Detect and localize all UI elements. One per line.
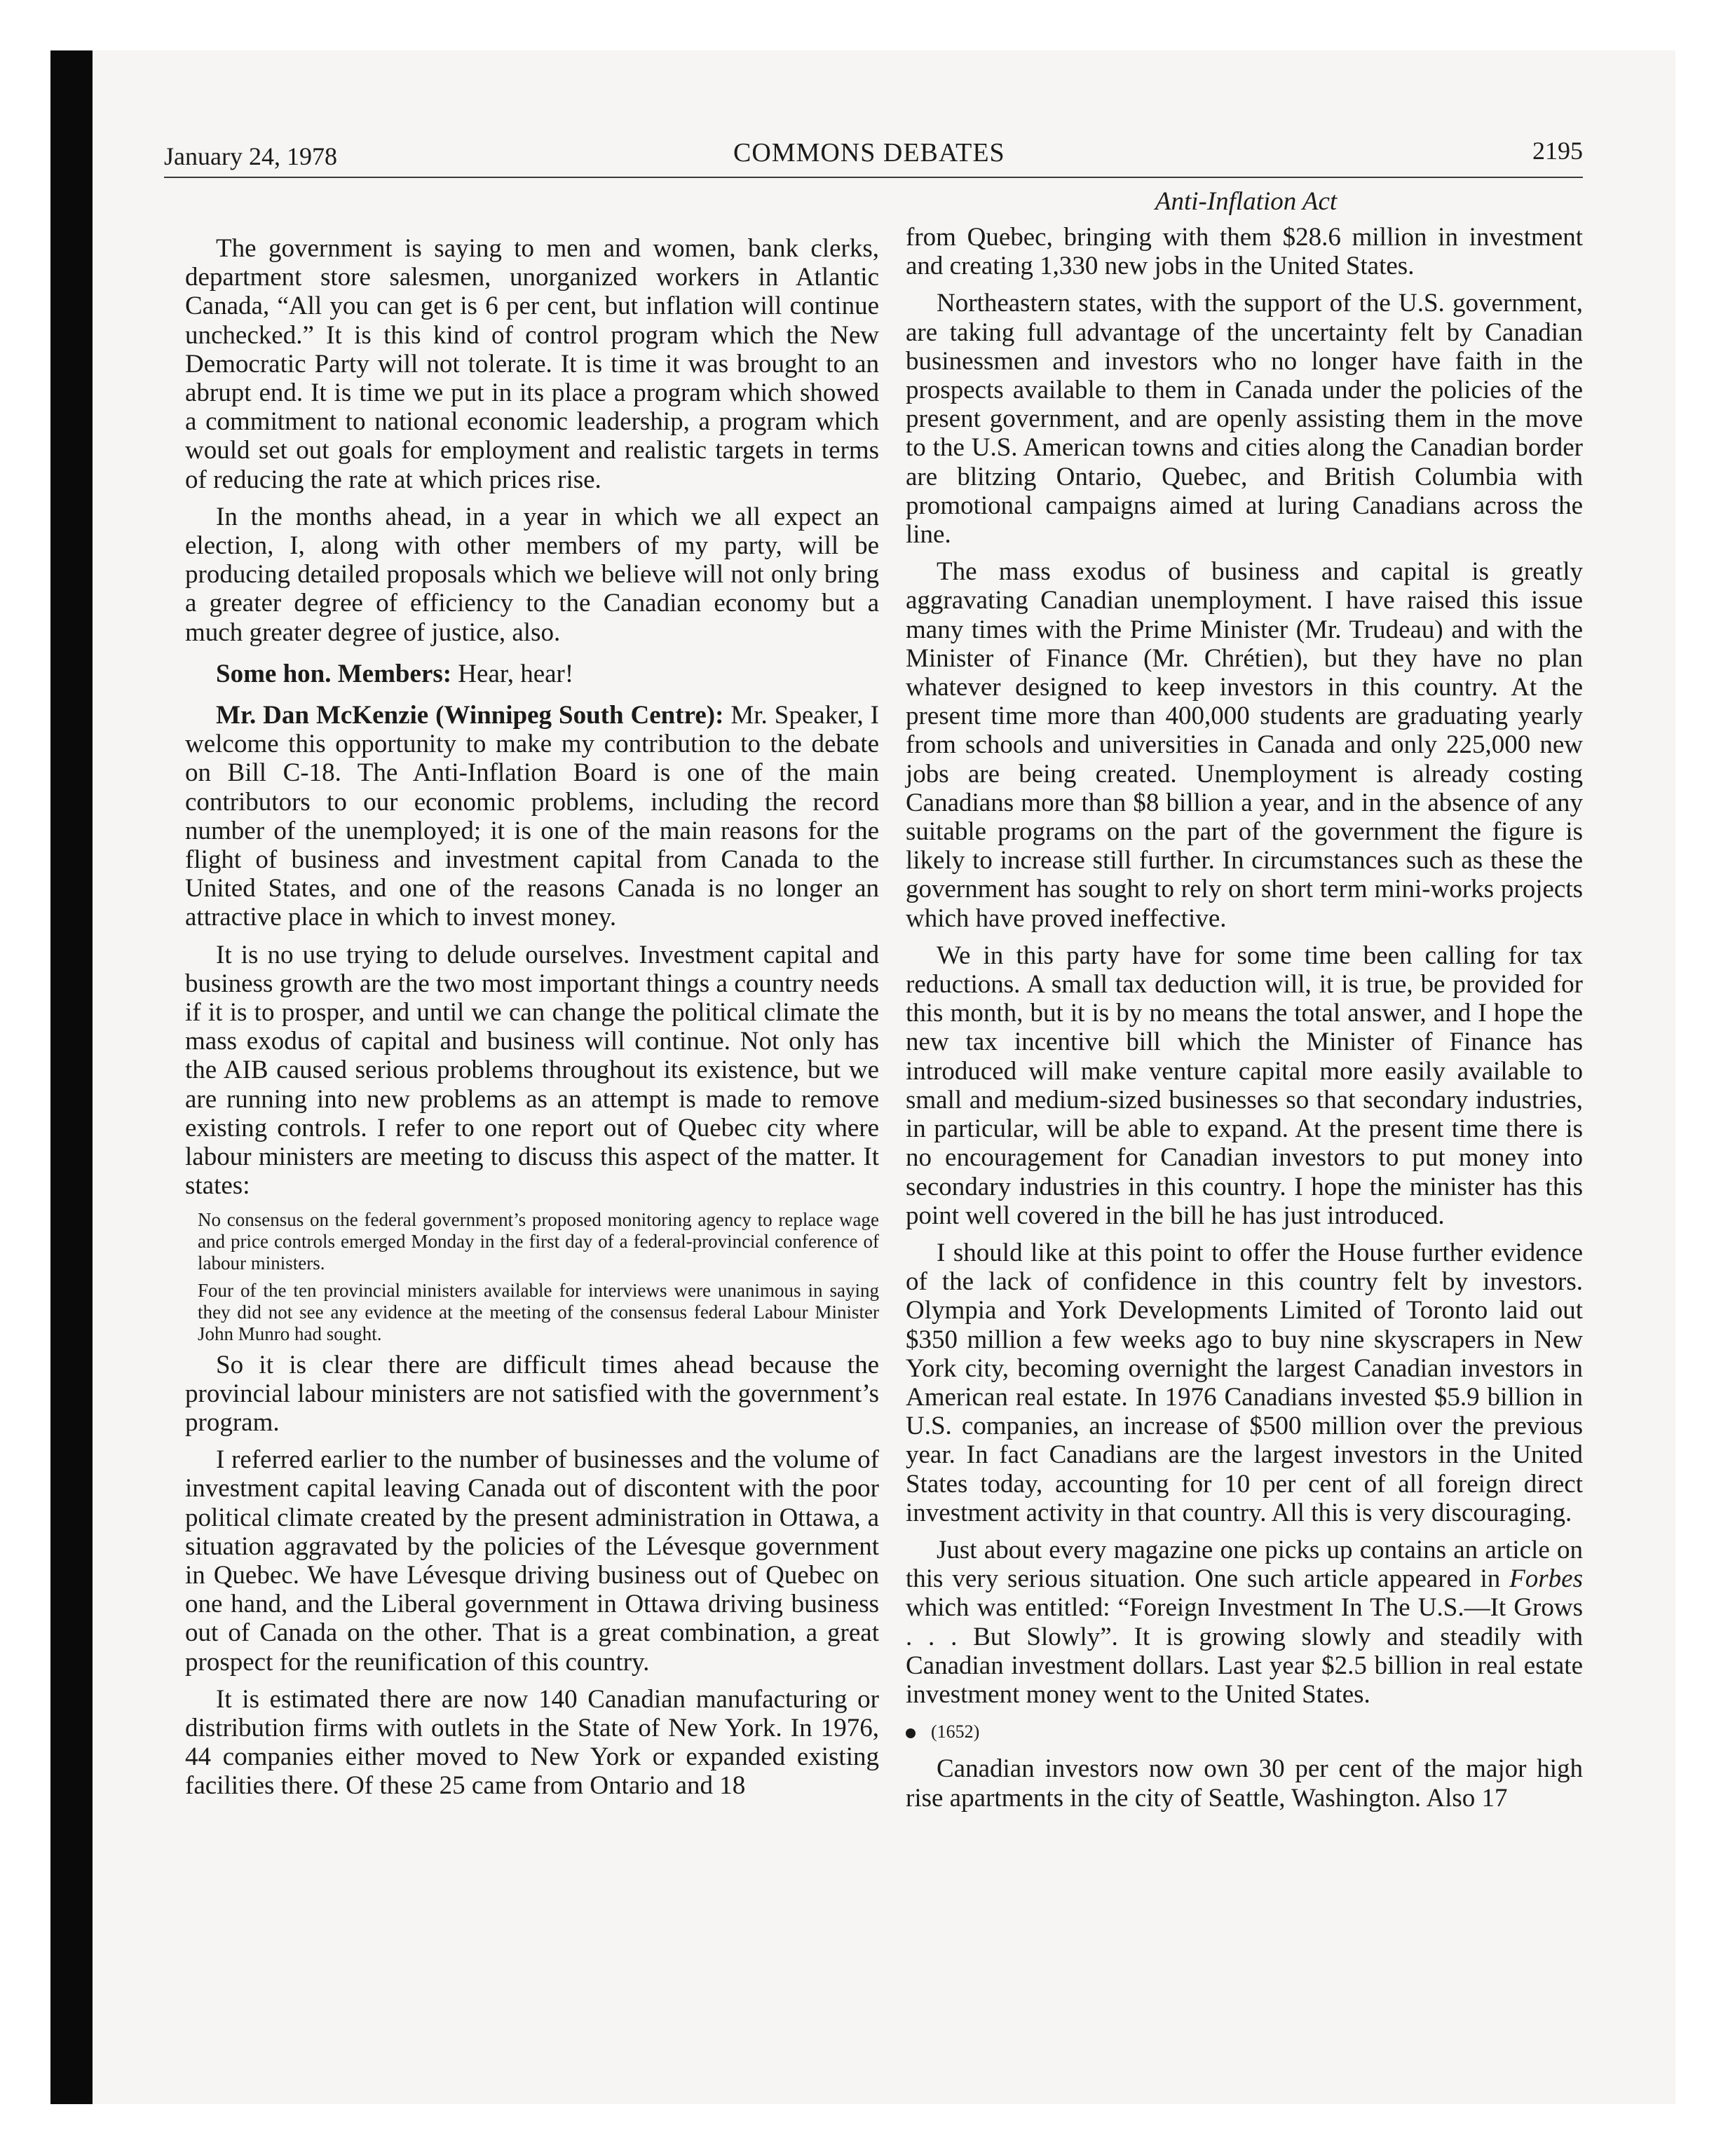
paragraph-text: Just about every magazine one picks up contains an article on this very serious situation. One such article appeared in	[906, 1535, 1583, 1594]
paragraph: So it is clear there are difficult times ahead because the provincial labour ministers are not satisfied with the government’s program.	[185, 1350, 879, 1437]
paragraph: In the months ahead, in a year in which we all expect an election, I, along with other members of my party, will be producing detailed proposals which we believe will not only bring a greater degree of efficiency to the Canadian economy but a much greater degree of justice, also.	[185, 502, 879, 647]
paragraph: I referred earlier to the number of businesses and the volume of investment capital leaving Canada out of discontent with the poor political climate created by the present administration in Ottawa, a situation aggravated by the policies of the Lévesque government in Quebec. We have Lévesque driving business out of Quebec on one hand, and the Liberal government in Ottawa driving business out of Canada on the other. That is a great combination, a great prospect for the reunification of this country.	[185, 1445, 879, 1677]
interjection	[185, 660, 879, 688]
bullet-icon	[906, 1728, 916, 1738]
page-header	[164, 137, 1583, 178]
timestamp-marker	[906, 1717, 1583, 1746]
paragraph: The mass exodus of business and capital is greatly aggravating Canadian unemployment. I have raised this issue many times with the Prime Minister (Mr. Trudeau) and with the Minister of Finance (Mr. Chrétien), but they have no plan whatever designed to keep investors in this country. At the present time more than 400,000 students are graduating yearly from schools and universities in Canada and only 225,000 new jobs are being created. Unemployment is already costing Canadians more than $8 billion a year, and in the absence of any suitable programs on the part of the government the figure is likely to increase still further. In circumstances such as these the government has sought to rely on short term mini-works projects which have proved ineffective.	[906, 557, 1583, 933]
speaker-name: Mr. Dan McKenzie (Winnipeg South Centre):	[216, 701, 724, 730]
header-date: January 24, 1978	[164, 142, 337, 170]
paragraph: Northeastern states, with the support of the U.S. government, are taking full advantage of the uncertainty felt by Canadian businessmen and investors who no longer have faith in the prospects available to them in Canada under the policies of the present government, and are openly assisting them in the move to the U.S. American towns and cities along the Canadian border are blitzing Ontario, Quebec, and British Columbia with promotional campaigns aimed at luring Canadians across the line.	[906, 289, 1583, 550]
paragraph	[906, 1536, 1583, 1709]
paragraph-text: which was entitled: “Foreign Investment In The U.S.—It Grows . . . But Slowly”. It is growing slowly and steadily with Canadian investment dollars. Last year $2.5 billion in real estate investment money went to the United States.	[906, 1593, 1583, 1709]
page-number: 2195	[1532, 137, 1583, 165]
paragraph: Canadian investors now own 30 per cent of the major high rise apartments in the city of Seattle, Washington. Also 17	[906, 1754, 1583, 1813]
scan-edge	[50, 50, 93, 2104]
speech-text: Mr. Speaker, I welcome this opportunity to make my contribution to the debate on Bill C-18. The Anti-Inflation Board is one of the main contributors to our economic problems, including the record number of the unemployed; it is one of the main reasons for the flight of business and investment capital from Canada to the United States, and one of the reasons Canada is no longer an attractive place in which to invest money.	[185, 701, 880, 932]
interjection-speaker: Some hon. Members:	[216, 659, 452, 688]
interjection-text: Hear, hear!	[458, 659, 574, 688]
magazine-title: Forbes	[1509, 1564, 1583, 1594]
paragraph: We in this party have for some time been calling for tax reductions. A small tax deduction will, it is true, be provided for this month, but it is by no means the total answer, and I hope the new tax incentive bill which the Minister of Finance has introduced will make venture capital more easily available to small and medium-sized businesses so that secondary industries, in particular, will be able to expand. At the present time there is no encouragement for Canadian investors to put money into secondary industries in this country. I hope the minister has this point well covered in the bill he has just introduced.	[906, 941, 1583, 1230]
quotation: No consensus on the federal government’s proposed monitoring agency to replace wage and price controls emerged Monday in the first day of a federal-provincial conference of labour ministers.	[198, 1208, 879, 1274]
quotation: Four of the ten provincial ministers available for interviews were unanimous in saying they did not see any evidence at the meeting of the consensus federal Labour Minister John Munro had sought.	[198, 1279, 879, 1344]
section-title: Anti-Inflation Act	[1155, 187, 1338, 216]
paragraph: It is no use trying to delude ourselves. Investment capital and business growth are the two most important things a country needs if it is to prosper, and until we can change the political climate the mass exodus of capital and business will continue. Not only has the AIB caused serious problems throughout its existence, but we are running into new problems as an attempt is made to remove existing controls. I refer to one report out of Quebec city where labour ministers are meeting to discuss this aspect of the matter. It states:	[185, 940, 879, 1201]
paragraph: The government is saying to men and women, bank clerks, department store salesmen, unorganized workers in Atlantic Canada, “All you can get is 6 per cent, but inflation will continue unchecked.” It is this kind of control program which the New Democratic Party will not tolerate. It is time it was brought to an abrupt end. It is time we put in its place a program which showed a commitment to national economic leadership, a program which would set out goals for employment and realistic targets in terms of reducing the rate at which prices rise.	[185, 234, 879, 494]
right-column	[906, 223, 1583, 1821]
paragraph: It is estimated there are now 140 Canadian manufacturing or distribution firms with outlets in the State of New York. In 1976, 44 companies either moved to New York or expanded existing facilities there. Of these 25 came from Ontario and 18	[185, 1684, 879, 1801]
paragraph: from Quebec, bringing with them $28.6 million in investment and creating 1,330 new jobs in the United States.	[906, 223, 1583, 281]
paragraph: I should like at this point to offer the House further evidence of the lack of confidence in this country felt by investors. Olympia and York Developments Limited of Toronto laid out $350 million a few weeks ago to buy nine skyscrapers in New York city, becoming overnight the largest Canadian investors in American real estate. In 1976 Canadians invested $5.9 billion in U.S. companies, an increase of $500 million over the previous year. In fact Canadians are the largest investors in the United States today, accounting for 10 per cent of all foreign direct investment activity in that country. All this is very discouraging.	[906, 1238, 1583, 1527]
header-title: COMMONS DEBATES	[733, 138, 1005, 168]
speech-opening	[185, 701, 879, 932]
timestamp: (1652)	[931, 1721, 980, 1742]
left-column	[185, 234, 879, 1809]
